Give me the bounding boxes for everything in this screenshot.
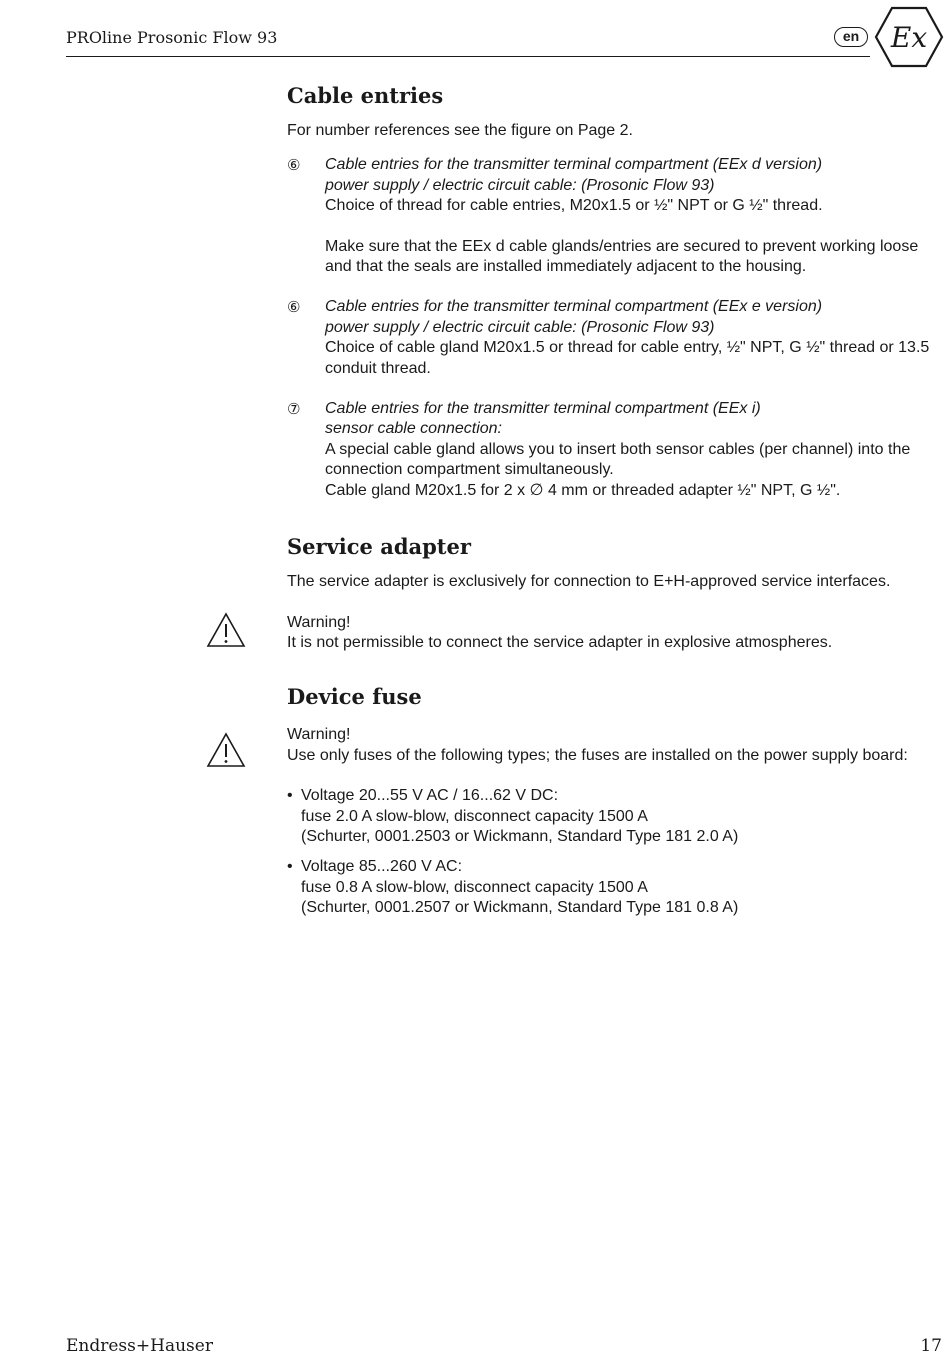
cable-entries-intro: For number references see the figure on Page 2. <box>287 122 633 139</box>
cable-entry-item <box>287 155 947 277</box>
document-title: PROline Prosonic Flow 93 <box>66 28 278 47</box>
header-rule <box>66 56 870 57</box>
language-badge: en <box>834 27 868 47</box>
warning-triangle-icon <box>206 612 246 648</box>
item-text: Choice of thread for cable entries, M20x1.5 or ½" NPT or G ½" thread. <box>325 197 823 215</box>
fuse-reference: (Schurter, 0001.2503 or Wickmann, Standard Type 181 2.0 A) <box>301 827 739 845</box>
footer-brand: Endress+Hauser <box>66 1336 213 1356</box>
main-content <box>287 82 947 919</box>
warning-title: Warning! <box>287 613 351 631</box>
list-item <box>287 857 947 918</box>
item-number: ⑥ <box>287 156 301 175</box>
item-italic-line: Cable entries for the transmitter terminal compartment (EEx e version) <box>325 298 823 316</box>
item-italic-line: sensor cable connection: <box>325 420 502 438</box>
item-italic-line: Cable entries for the transmitter terminal compartment (EEx d version) <box>325 156 823 174</box>
device-fuse-heading: Device fuse <box>287 684 422 710</box>
cable-entries-heading: Cable entries <box>287 83 444 108</box>
service-adapter-intro: The service adapter is exclusively for connection to E+H-approved service interfaces. <box>287 573 891 591</box>
item-text-2: Cable gland M20x1.5 for 2 x ∅ 4 mm or threaded adapter ½" NPT, G ½". <box>325 481 841 499</box>
warning-triangle-icon <box>206 732 246 768</box>
service-adapter-heading: Service adapter <box>287 534 471 560</box>
item-note: Make sure that the EEx d cable glands/entries are secured to prevent working loose and that the seals are installed immediately adjacent to the housing. <box>325 237 919 276</box>
ex-hexagon-icon <box>874 6 944 68</box>
page-number: 17 <box>920 1336 942 1356</box>
item-italic-line: power supply / electric circuit cable: (Prosonic Flow 93) <box>325 176 715 194</box>
fuse-list <box>287 786 947 918</box>
fuse-spec: fuse 0.8 A slow-blow, disconnect capacity 1500 A <box>301 878 648 896</box>
warning-text: It is not permissible to connect the service adapter in explosive atmospheres. <box>287 633 833 651</box>
cable-entry-item <box>287 399 947 501</box>
item-italic-line: power supply / electric circuit cable: (Prosonic Flow 93) <box>325 318 715 336</box>
fuse-voltage: • Voltage 20...55 V AC / 16...62 V DC: <box>301 787 559 805</box>
item-italic-line: Cable entries for the transmitter terminal compartment (EEx i) <box>325 400 761 418</box>
cable-entry-item <box>287 297 947 379</box>
item-text: A special cable gland allows you to insert both sensor cables (per channel) into the connection compartment simultaneously. <box>325 440 911 479</box>
ex-logo-text: Ex <box>890 21 928 54</box>
item-text: Choice of cable gland M20x1.5 or thread for cable entry, ½" NPT, G ½" thread or 13.5 conduit thread. <box>325 339 930 377</box>
fuse-spec: fuse 2.0 A slow-blow, disconnect capacity 1500 A <box>301 807 648 825</box>
item-number: ⑦ <box>287 400 301 419</box>
fuse-reference: (Schurter, 0001.2507 or Wickmann, Standard Type 181 0.8 A) <box>301 899 739 917</box>
warning-text: Use only fuses of the following types; the fuses are installed on the power supply board: <box>287 746 908 764</box>
list-item <box>287 786 947 847</box>
warning-title: Warning! <box>287 726 351 744</box>
item-number: ⑥ <box>287 298 301 317</box>
fuse-voltage: • Voltage 85...260 V AC: <box>301 858 463 876</box>
